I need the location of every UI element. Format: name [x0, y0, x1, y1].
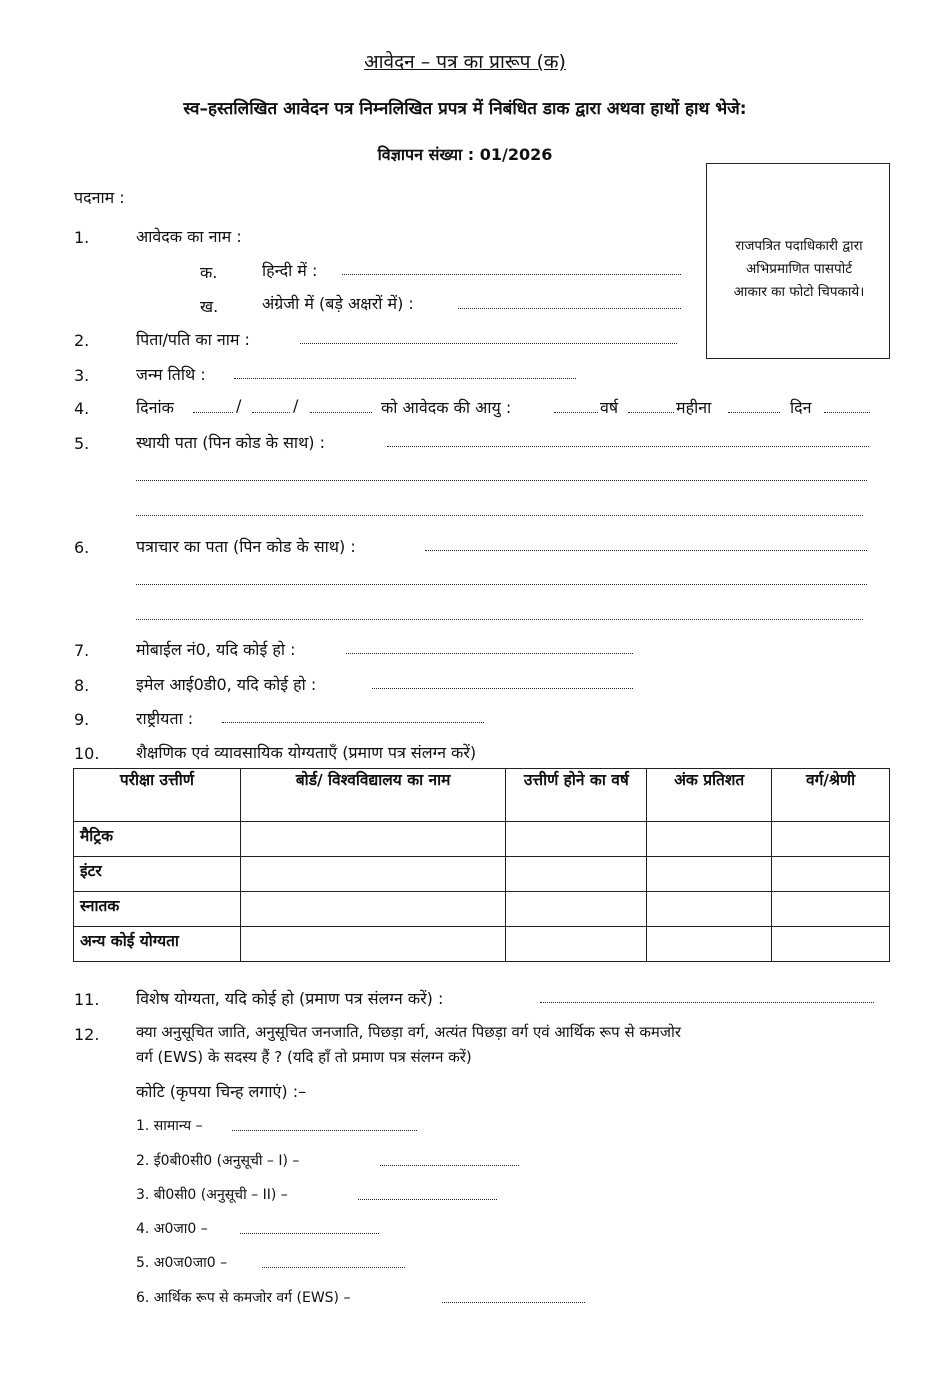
- correspondence-address-label: पत्राचार का पता (पिन कोड के साथ) :: [136, 537, 356, 556]
- name-hindi-label: हिन्दी में :: [262, 261, 318, 280]
- item-number: 12.: [74, 1025, 100, 1044]
- table-row: [74, 857, 890, 892]
- table-cell[interactable]: [772, 857, 890, 892]
- sub-item-mark: क.: [200, 263, 218, 282]
- age-days-field[interactable]: [728, 412, 780, 413]
- table-cell[interactable]: [506, 857, 647, 892]
- item-number: 5.: [74, 434, 90, 453]
- item-number: 1.: [74, 228, 90, 247]
- special-qualification-label: विशेष योग्यता, यदि कोई हो (प्रमाण पत्र संलग्न करें) :: [136, 989, 444, 1008]
- category-ews: 6. आर्थिक रूप से कमजोर वर्ग (EWS) –: [136, 1290, 351, 1306]
- advertisement-number: विज्ञापन संख्या : 01/2026: [377, 145, 553, 164]
- father-husband-name-field[interactable]: [300, 343, 677, 344]
- category-sc-field[interactable]: [240, 1233, 379, 1234]
- column-header: अंक प्रतिशत: [647, 769, 772, 822]
- photo-box-line: राजपत्रित पदाधिकारी द्वारा: [735, 238, 863, 254]
- days-label: दिन: [790, 398, 812, 417]
- applicant-name-label: आवेदक का नाम :: [136, 227, 242, 246]
- column-header: उत्तीर्ण होने का वर्ष: [506, 769, 647, 822]
- correspondence-address-field[interactable]: [136, 584, 867, 585]
- exam-name-cell: मैट्रिक: [74, 822, 241, 857]
- age-months-field[interactable]: [628, 412, 674, 413]
- item-number: 2.: [74, 331, 90, 350]
- item-number: 10.: [74, 744, 100, 763]
- mobile-label: मोबाईल नं0, यदि कोई हो :: [136, 640, 296, 659]
- name-hindi-field[interactable]: [342, 274, 681, 275]
- form-title: आवेदन – पत्र का प्रारूप (क): [364, 51, 566, 73]
- table-cell[interactable]: [647, 857, 772, 892]
- nationality-field[interactable]: [222, 722, 484, 723]
- date-separator: /: [293, 396, 299, 415]
- category-general-field[interactable]: [232, 1130, 417, 1131]
- item-number: 6.: [74, 538, 90, 557]
- years-label: वर्ष: [600, 398, 619, 417]
- table-cell[interactable]: [506, 892, 647, 927]
- table-cell[interactable]: [647, 892, 772, 927]
- table-cell[interactable]: [647, 822, 772, 857]
- date-month-field[interactable]: [252, 412, 290, 413]
- qualifications-label: शैक्षणिक एवं व्यावसायिक योग्यताएँ (प्रमाण पत्र संलग्न करें): [136, 743, 477, 762]
- permanent-address-label: स्थायी पता (पिन कोड के साथ) :: [136, 433, 326, 452]
- category-st-field[interactable]: [262, 1267, 405, 1268]
- photo-box-line: आकार का फोटो चिपकाये।: [733, 284, 865, 300]
- correspondence-address-field[interactable]: [425, 550, 867, 551]
- table-row: [74, 822, 890, 857]
- category-ebc-field[interactable]: [380, 1165, 519, 1166]
- special-qualification-field[interactable]: [540, 1002, 874, 1003]
- date-separator: /: [236, 396, 242, 415]
- table-cell[interactable]: [240, 822, 506, 857]
- table-cell[interactable]: [240, 927, 506, 962]
- table-cell[interactable]: [240, 892, 506, 927]
- category-sc: 4. अ0जा0 –: [136, 1221, 208, 1237]
- permanent-address-field[interactable]: [387, 446, 869, 447]
- column-header: बोर्ड/ विश्वविद्यालय का नाम: [240, 769, 506, 822]
- category-heading: कोटि (कृपया चिन्ह लगाएं) :–: [136, 1082, 307, 1101]
- table-header-row: [74, 769, 890, 822]
- category-ebc: 2. ई0बी0सी0 (अनुसूची – I) –: [136, 1153, 300, 1169]
- category-general: 1. सामान्य –: [136, 1118, 203, 1134]
- permanent-address-field[interactable]: [136, 515, 863, 516]
- nationality-label: राष्ट्रीयता :: [136, 709, 194, 728]
- date-year-field[interactable]: [310, 412, 372, 413]
- column-header: परीक्षा उत्तीर्ण: [74, 769, 241, 822]
- months-label: महीना: [676, 398, 712, 417]
- sub-item-mark: ख.: [200, 297, 219, 316]
- age-years-field[interactable]: [554, 412, 598, 413]
- table-cell[interactable]: [772, 927, 890, 962]
- table-cell[interactable]: [772, 822, 890, 857]
- photo-box[interactable]: [706, 163, 890, 359]
- item-number: 11.: [74, 990, 100, 1009]
- father-husband-name-label: पिता/पति का नाम :: [136, 330, 250, 349]
- date-label: दिनांक: [136, 398, 174, 417]
- category-ews-field[interactable]: [442, 1302, 585, 1303]
- dob-label: जन्म तिथि :: [136, 365, 206, 384]
- date-day-field[interactable]: [193, 412, 233, 413]
- exam-name-cell: अन्य कोई योग्यता: [74, 927, 241, 962]
- item-number: 8.: [74, 676, 90, 695]
- reserved-category-question: क्या अनुसूचित जाति, अनुसूचित जनजाति, पिछड़ा वर्ग, अत्यंत पिछड़ा वर्ग एवं आर्थिक रूप से कमजोर: [136, 1023, 681, 1041]
- category-bc: 3. बी0सी0 (अनुसूची – II) –: [136, 1187, 288, 1203]
- post-label: पदनाम :: [74, 188, 125, 207]
- table-cell[interactable]: [647, 927, 772, 962]
- age-days-tail-field[interactable]: [824, 412, 870, 413]
- correspondence-address-field[interactable]: [136, 619, 863, 620]
- email-field[interactable]: [372, 688, 633, 689]
- permanent-address-field[interactable]: [136, 480, 867, 481]
- reserved-category-question: वर्ग (EWS) के सदस्य हैं ? (यदि हाँ तो प्रमाण पत्र संलग्न करें): [136, 1048, 472, 1066]
- dob-field[interactable]: [234, 378, 576, 379]
- table-row: [74, 892, 890, 927]
- photo-box-line: अभिप्रमाणित पासपोर्ट: [745, 261, 853, 277]
- age-label: को आवेदक की आयु :: [381, 398, 512, 417]
- category-bc-field[interactable]: [358, 1199, 497, 1200]
- email-label: इमेल आई0डी0, यदि कोई हो :: [136, 675, 317, 694]
- column-header: वर्ग/श्रेणी: [772, 769, 890, 822]
- qualifications-table: [73, 768, 890, 962]
- form-subtitle: स्व–हस्तलिखित आवेदन पत्र निम्नलिखित प्रपत्र में निबंधित डाक द्वारा अथवा हाथों हाथ भेजे:: [183, 99, 747, 119]
- exam-name-cell: स्नातक: [74, 892, 241, 927]
- table-cell[interactable]: [772, 892, 890, 927]
- table-row: [74, 927, 890, 962]
- item-number: 7.: [74, 641, 90, 660]
- mobile-field[interactable]: [346, 653, 633, 654]
- item-number: 4.: [74, 399, 90, 418]
- exam-name-cell: इंटर: [74, 857, 241, 892]
- item-number: 3.: [74, 366, 90, 385]
- table-cell[interactable]: [506, 927, 647, 962]
- name-english-field[interactable]: [458, 308, 681, 309]
- name-english-label: अंग्रेजी में (बड़े अक्षरों में) :: [262, 294, 414, 313]
- category-st: 5. अ0ज0जा0 –: [136, 1255, 228, 1271]
- item-number: 9.: [74, 710, 90, 729]
- table-cell[interactable]: [240, 857, 506, 892]
- table-cell[interactable]: [506, 822, 647, 857]
